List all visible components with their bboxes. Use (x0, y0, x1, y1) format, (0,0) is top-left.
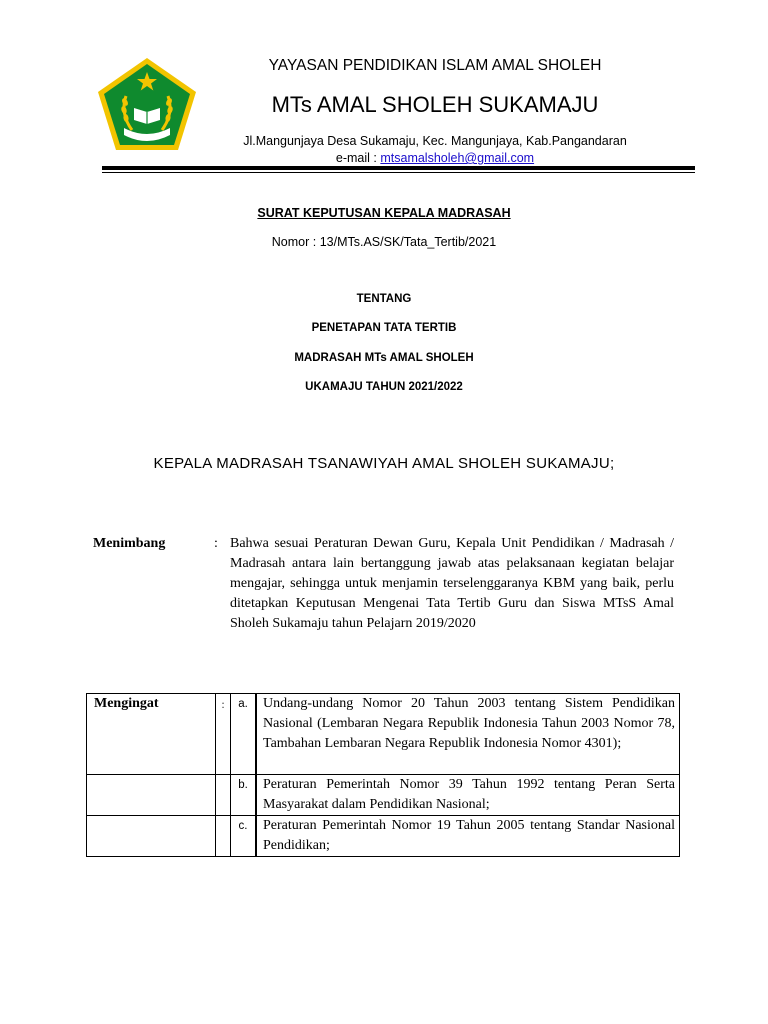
header-rule-thin (102, 172, 695, 173)
item-letter: a. (231, 694, 257, 775)
item-text: Undang-undang Nomor 20 Tahun 2003 tentang Sistem Pendidikan Nasional (Lembaran Negara Republik Indonesia Tahun 2003 Nomor 78, Tambahan Lembaran Negara Republik Indonesia Nomor 4301); (256, 694, 680, 775)
item-letter: b. (231, 775, 257, 816)
about-label: TENTANG (356, 293, 412, 305)
header-rule-thick (102, 166, 695, 170)
kemenag-emblem-icon (96, 56, 198, 152)
mengingat-label: Mengingat (87, 694, 216, 775)
empty-cell (87, 816, 216, 857)
item-text: Peraturan Pemerintah Nomor 19 Tahun 2005 tentang Standar Nasional Pendidikan; (256, 816, 680, 857)
decree-number: Nomor : 13/MTs.AS/SK/Tata_Tertib/2021 (271, 235, 497, 249)
menimbang-text: Bahwa sesuai Peraturan Dewan Guru, Kepala Unit Pendidikan / Madrasah / Madrasah antara lain bertanggung jawab atas pelaksanaan kegiatan belajar mengajar, sehingga untuk menjamin terselenggaranya KBM yang baik, perlu ditetapkan Keputusan Mengenai Tata Tertib Guru dan Siswa MTsS Amal Sholeh Sukamaju tahun Pelajarn 2019/2020 (230, 536, 674, 631)
table-row (87, 816, 680, 857)
mengingat-colon: : (216, 694, 231, 775)
menimbang-colon: : (214, 536, 218, 551)
email-label: e-mail : (335, 151, 381, 165)
item-letter: c. (231, 816, 257, 857)
menimbang-label: Menimbang (93, 536, 166, 551)
email-line (205, 151, 665, 165)
madrasah-logo (96, 56, 198, 152)
subject-line-2: MADRASAH MTs AMAL SHOLEH (294, 352, 474, 364)
empty-cell (216, 775, 231, 816)
empty-cell (216, 816, 231, 857)
subject-line-1: PENETAPAN TATA TERTIB (311, 322, 457, 334)
subject-line-3: UKAMAJU TAHUN 2021/2022 (305, 381, 463, 393)
school-name: MTs AMAL SHOLEH SUKAMAJU (271, 92, 599, 117)
email-link[interactable]: mtsamalsholeh@gmail.com (380, 151, 535, 165)
decree-title: SURAT KEPUTUSAN KEPALA MADRASAH (257, 206, 511, 220)
foundation-name: YAYASAN PENDIDIKAN ISLAM AMAL SHOLEH (268, 57, 602, 74)
principal-heading: KEPALA MADRASAH TSANAWIYAH AMAL SHOLEH SUKAMAJU; (153, 455, 615, 472)
item-text: Peraturan Pemerintah Nomor 39 Tahun 1992 tentang Peran Serta Masyarakat dalam Pendidikan Nasional; (256, 775, 680, 816)
empty-cell (87, 775, 216, 816)
table-row (87, 694, 680, 775)
school-address: Jl.Mangunjaya Desa Sukamaju, Kec. Mangunjaya, Kab.Pangandaran (243, 134, 627, 148)
mengingat-table (86, 693, 680, 857)
table-row (87, 775, 680, 816)
